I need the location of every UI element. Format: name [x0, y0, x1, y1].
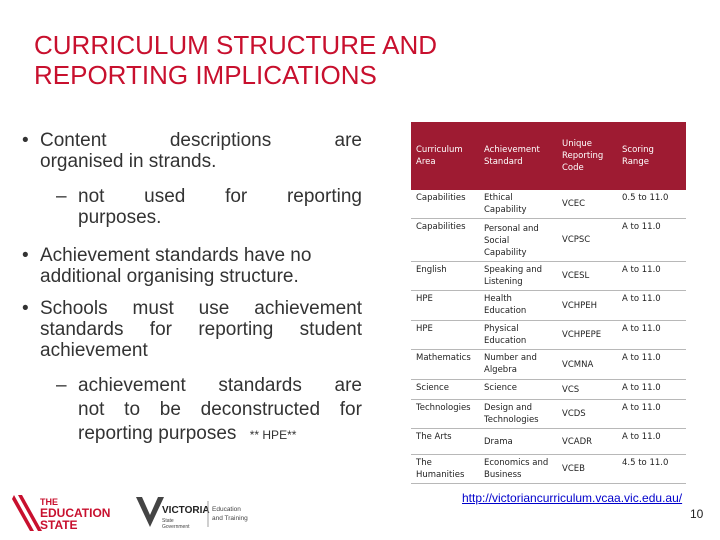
- bullet-word: descriptions: [169, 130, 272, 151]
- bullet-word: are: [334, 375, 362, 396]
- bullet-text: reporting purposes: [78, 423, 237, 444]
- cell-area: Mathematics: [411, 350, 479, 380]
- cell-range: A to 11.0: [617, 219, 686, 262]
- cell-area: English: [411, 262, 479, 291]
- bullet-word: are: [334, 130, 362, 151]
- cell-standard: Ethical Capability: [479, 190, 557, 219]
- bullet-line: additional organising structure.: [40, 266, 299, 287]
- table-row: [411, 219, 686, 262]
- bullet-word: for: [339, 399, 362, 420]
- logo-state-gov: State: [162, 518, 174, 524]
- cell-code: VCS: [557, 380, 617, 400]
- page-number: 10: [690, 507, 704, 521]
- title-line-1: CURRICULUM STRUCTURE AND: [34, 30, 438, 60]
- cell-code: VCHPEH: [557, 291, 617, 321]
- cell-code: VCEB: [557, 455, 617, 484]
- bullet-line: organised in strands.: [40, 151, 217, 172]
- table-row: [411, 321, 686, 350]
- bullet-word: achievement: [78, 375, 186, 396]
- cell-code: VCMNA: [557, 350, 617, 380]
- bullet-line: [40, 298, 362, 320]
- bullet-line: [40, 130, 362, 152]
- bullet-word: reporting: [286, 186, 362, 207]
- bullet-word: must: [132, 298, 174, 319]
- table-row: [411, 262, 686, 291]
- header-scoring-range: Scoring Range: [617, 122, 686, 190]
- curriculum-link[interactable]: http://victoriancurriculum.vcaa.vic.edu.au/: [462, 491, 683, 505]
- cell-standard: Drama: [479, 429, 557, 455]
- cell-range: A to 11.0: [617, 380, 686, 400]
- cell-standard: Design and Technologies: [479, 400, 557, 429]
- cell-code: VCDS: [557, 400, 617, 429]
- cell-code: VCESL: [557, 262, 617, 291]
- cell-code: VCPSC: [557, 219, 617, 262]
- bullet-line: [78, 423, 296, 445]
- bullet-dot: •: [22, 130, 29, 151]
- table-row: [411, 291, 686, 321]
- cell-standard: Personal and Social Capability: [479, 219, 557, 262]
- cell-range: A to 11.0: [617, 291, 686, 321]
- cell-range: A to 11.0: [617, 429, 686, 455]
- table-row: [411, 350, 686, 380]
- table-header-row: [411, 122, 686, 190]
- header-curriculum-area: Curriculum Area: [411, 122, 479, 190]
- cell-standard: Economics and Business: [479, 455, 557, 484]
- table-row: [411, 400, 686, 429]
- cell-range: A to 11.0: [617, 400, 686, 429]
- logo-government: Government: [162, 524, 190, 530]
- logo-the: THE: [40, 497, 58, 507]
- page-title: [34, 30, 674, 90]
- cell-area: Capabilities: [411, 219, 479, 262]
- dash-marker: –: [56, 375, 67, 396]
- bullet-word: reporting: [198, 319, 274, 340]
- bullet-word: achievement: [254, 298, 362, 319]
- cell-area: Science: [411, 380, 479, 400]
- bullet-word: be: [159, 399, 181, 420]
- cell-area: HPE: [411, 321, 479, 350]
- curriculum-table: [411, 122, 686, 484]
- bullet-word: standards: [218, 375, 302, 396]
- cell-code: VCEC: [557, 190, 617, 219]
- table-row: [411, 190, 686, 219]
- bullet-word: for: [225, 186, 248, 207]
- bullet-line: [40, 319, 362, 341]
- table-row: [411, 455, 686, 484]
- bullet-line: [78, 399, 362, 421]
- title-line-2: REPORTING IMPLICATIONS: [34, 60, 377, 90]
- cell-range: A to 11.0: [617, 350, 686, 380]
- bullet-dot: •: [22, 298, 29, 319]
- logo-education: EDUCATION: [40, 506, 111, 520]
- bullet-word: used: [144, 186, 186, 207]
- dash-marker: –: [56, 186, 67, 207]
- logo-dept-line1: Education: [212, 506, 241, 513]
- cell-range: A to 11.0: [617, 262, 686, 291]
- cell-area: Technologies: [411, 400, 479, 429]
- bullet-word: not: [78, 399, 105, 420]
- bullet-word: deconstructed: [200, 399, 321, 420]
- cell-standard: Number and Algebra: [479, 350, 557, 380]
- hpe-note: ** HPE**: [249, 428, 297, 442]
- bullet-word: to: [124, 399, 141, 420]
- victoria-government-logo: [136, 497, 248, 530]
- cell-area: HPE: [411, 291, 479, 321]
- bullet-word: Content: [40, 130, 107, 151]
- bullet-line: Achievement standards have no: [40, 245, 312, 266]
- cell-area: The Humanities: [411, 455, 479, 484]
- bullet-line: [78, 186, 362, 208]
- cell-code: VCHPEPE: [557, 321, 617, 350]
- header-achievement-standard: Achievement Standard: [479, 122, 557, 190]
- bullet-word: for: [149, 319, 172, 340]
- bullet-word: standards: [40, 319, 124, 340]
- table-row: [411, 429, 686, 455]
- logo-victoria: VICTORIA: [162, 505, 210, 516]
- cell-standard: Science: [479, 380, 557, 400]
- cell-standard: Speaking and Listening: [479, 262, 557, 291]
- table-row: [411, 380, 686, 400]
- bullet-word: Schools: [40, 298, 108, 319]
- cell-range: A to 11.0: [617, 321, 686, 350]
- cell-area: The Arts: [411, 429, 479, 455]
- bullet-line: [78, 375, 362, 397]
- cell-range: 0.5 to 11.0: [617, 190, 686, 219]
- bullet-word: student: [299, 319, 362, 340]
- bullet-word: use: [198, 298, 230, 319]
- bullet-line: purposes.: [78, 207, 162, 228]
- cell-range: 4.5 to 11.0: [617, 455, 686, 484]
- bullet-word: not: [78, 186, 105, 207]
- logo-state: STATE: [40, 518, 78, 532]
- cell-code: VCADR: [557, 429, 617, 455]
- bullet-line: achievement: [40, 340, 148, 361]
- bullet-dot: •: [22, 245, 29, 266]
- cell-area: Capabilities: [411, 190, 479, 219]
- cell-standard: Physical Education: [479, 321, 557, 350]
- header-reporting-code: Unique Reporting Code: [557, 122, 617, 190]
- education-state-logo: [12, 495, 110, 532]
- footer-logos: [12, 493, 262, 533]
- logo-dept-line2: and Training: [212, 515, 248, 522]
- cell-standard: Health Education: [479, 291, 557, 321]
